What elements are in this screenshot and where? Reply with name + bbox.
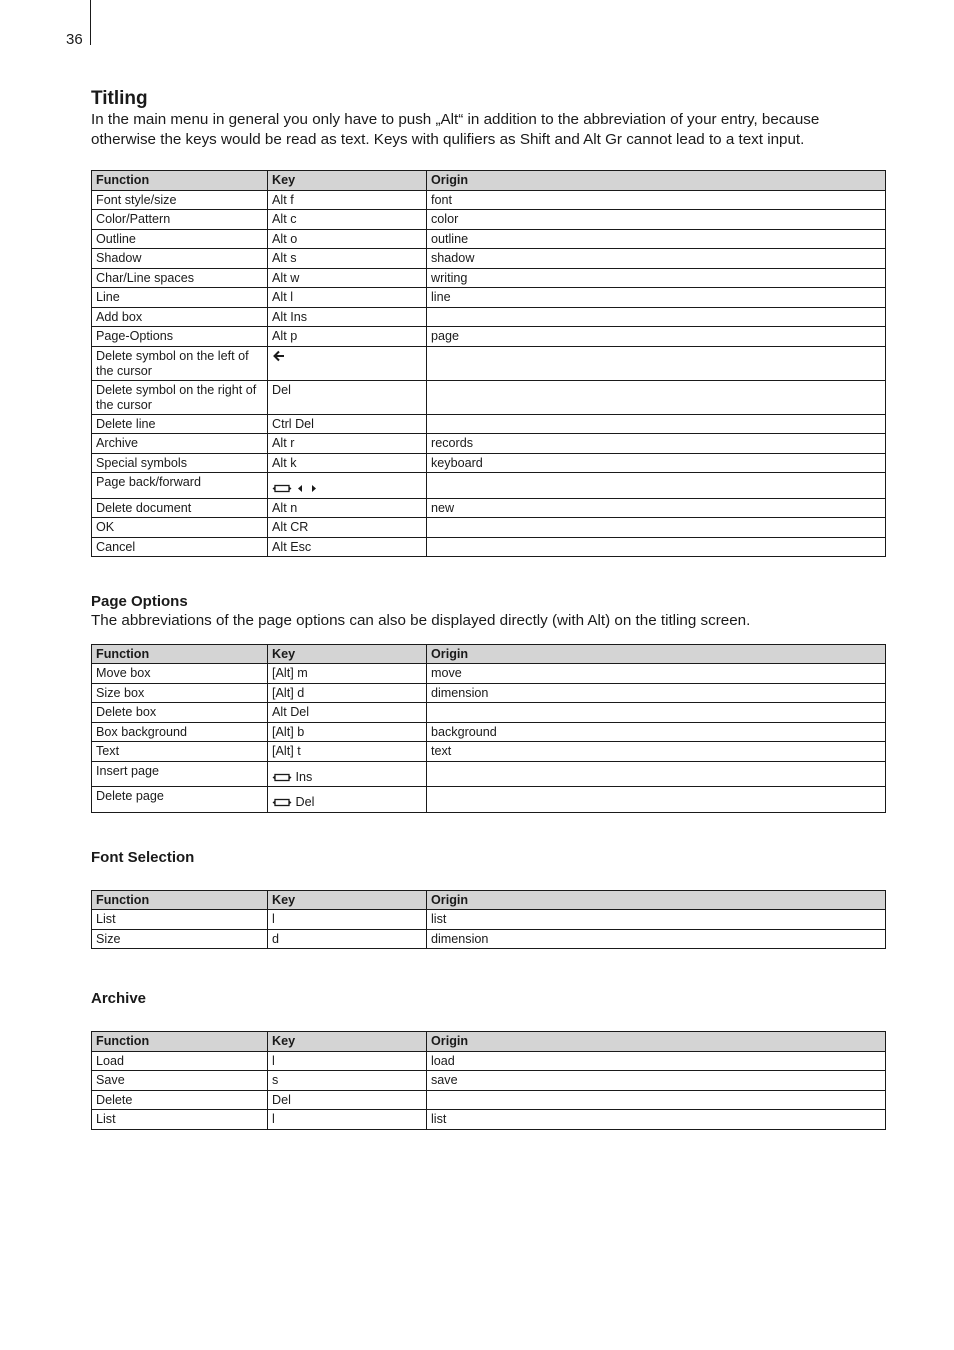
function-cell: Delete <box>92 1090 268 1110</box>
table-row <box>92 307 886 327</box>
table-row <box>92 498 886 518</box>
function-cell: Size box <box>92 683 268 703</box>
font-selection-title: Font Selection <box>91 848 195 866</box>
origin-cell: shadow <box>427 249 886 269</box>
key-cell: [Alt] d <box>268 683 427 703</box>
function-cell: Insert page <box>92 761 268 787</box>
function-cell: Line <box>92 288 268 308</box>
header-rule <box>90 0 91 45</box>
origin-cell <box>427 1090 886 1110</box>
key-cell: Alt s <box>268 249 427 269</box>
table-row <box>92 346 886 380</box>
key-cell <box>268 787 427 813</box>
function-cell: Save <box>92 1071 268 1091</box>
origin-cell: list <box>427 1110 886 1130</box>
function-cell: List <box>92 1110 268 1130</box>
origin-cell <box>427 761 886 787</box>
key-cell: Alt n <box>268 498 427 518</box>
origin-cell: records <box>427 434 886 454</box>
origin-cell: list <box>427 910 886 930</box>
table-header-row <box>92 644 886 664</box>
titling-table <box>91 170 886 557</box>
header-key: Key <box>268 890 427 910</box>
table-row <box>92 1090 886 1110</box>
page-options-table <box>91 644 886 813</box>
table-row <box>92 703 886 723</box>
key-cell: Alt f <box>268 190 427 210</box>
table-row <box>92 249 886 269</box>
table-row <box>92 787 886 813</box>
shift-key-icon <box>272 773 292 782</box>
table-row <box>92 683 886 703</box>
function-cell: Delete symbol on the right of the cursor <box>92 380 268 414</box>
key-cell: d <box>268 929 427 949</box>
function-cell: Cancel <box>92 537 268 557</box>
page-content <box>91 88 886 1130</box>
function-cell: Add box <box>92 307 268 327</box>
header-key: Key <box>268 1032 427 1052</box>
function-cell: List <box>92 910 268 930</box>
key-cell: Alt Del <box>268 703 427 723</box>
origin-cell: keyboard <box>427 453 886 473</box>
origin-cell: move <box>427 664 886 684</box>
function-cell: Font style/size <box>92 190 268 210</box>
origin-cell: save <box>427 1071 886 1091</box>
function-cell: Load <box>92 1051 268 1071</box>
origin-cell <box>427 703 886 723</box>
key-cell: Ctrl Del <box>268 414 427 434</box>
key-cell <box>268 761 427 787</box>
key-cell: l <box>268 1110 427 1130</box>
key-cell: Alt l <box>268 288 427 308</box>
titling-intro: In the main menu in general you only have to push „Alt“ in addition to the abbreviation of your entry, because otherwise the keys would be read as text. Keys with qulifiers as Shift and Alt Gr cannot lead to a text input. <box>91 111 820 148</box>
origin-cell <box>427 473 886 499</box>
table-row <box>92 1071 886 1091</box>
key-cell: Del <box>268 380 427 414</box>
key-cell: Alt Ins <box>268 307 427 327</box>
origin-cell: page <box>427 327 886 347</box>
function-cell: Special symbols <box>92 453 268 473</box>
origin-cell: dimension <box>427 683 886 703</box>
titling-title: Titling <box>91 88 148 109</box>
table-row <box>92 434 886 454</box>
origin-cell: new <box>427 498 886 518</box>
left-right-arrows-icon <box>296 484 318 493</box>
table-header-row <box>92 1032 886 1052</box>
origin-cell: color <box>427 210 886 230</box>
key-cell: Alt c <box>268 210 427 230</box>
function-cell: Box background <box>92 722 268 742</box>
key-cell: [Alt] m <box>268 664 427 684</box>
origin-cell: line <box>427 288 886 308</box>
function-cell: Archive <box>92 434 268 454</box>
origin-cell: writing <box>427 268 886 288</box>
archive-title: Archive <box>91 990 147 1007</box>
origin-cell: text <box>427 742 886 762</box>
origin-cell <box>427 414 886 434</box>
function-cell: Color/Pattern <box>92 210 268 230</box>
function-cell: OK <box>92 518 268 538</box>
key-cell: Alt o <box>268 229 427 249</box>
table-row <box>92 1051 886 1071</box>
origin-cell <box>427 346 886 380</box>
table-row <box>92 327 886 347</box>
page-number: 36 <box>66 31 83 48</box>
function-cell: Outline <box>92 229 268 249</box>
origin-cell: load <box>427 1051 886 1071</box>
table-row <box>92 929 886 949</box>
function-cell: Page back/forward <box>92 473 268 499</box>
table-header-row <box>92 890 886 910</box>
key-cell: Alt CR <box>268 518 427 538</box>
table-row <box>92 453 886 473</box>
key-cell <box>268 473 427 499</box>
function-cell: Delete document <box>92 498 268 518</box>
table-row <box>92 414 886 434</box>
function-cell: Delete box <box>92 703 268 723</box>
key-cell: l <box>268 1051 427 1071</box>
header-origin: Origin <box>427 1032 886 1052</box>
table-header-row <box>92 171 886 191</box>
key-text: Ins <box>295 769 313 784</box>
table-row <box>92 910 886 930</box>
function-cell: Shadow <box>92 249 268 269</box>
header-function: Function <box>92 1032 268 1052</box>
shift-key-icon <box>272 484 292 493</box>
table-row <box>92 473 886 499</box>
table-row <box>92 761 886 787</box>
function-cell: Size <box>92 929 268 949</box>
function-cell: Char/Line spaces <box>92 268 268 288</box>
origin-cell <box>427 307 886 327</box>
table-row <box>92 268 886 288</box>
backspace-arrow-icon <box>272 350 286 362</box>
table-row <box>92 190 886 210</box>
header-function: Function <box>92 890 268 910</box>
table-row <box>92 229 886 249</box>
page-options-intro: The abbreviations of the page options can also be displayed directly (with Alt) on the titling screen. <box>91 612 751 629</box>
table-row <box>92 380 886 414</box>
origin-cell: background <box>427 722 886 742</box>
header-function: Function <box>92 644 268 664</box>
key-cell: Alt w <box>268 268 427 288</box>
function-cell: Page-Options <box>92 327 268 347</box>
table-row <box>92 210 886 230</box>
header-key: Key <box>268 171 427 191</box>
origin-cell <box>427 518 886 538</box>
page-options-title: Page Options <box>91 593 188 610</box>
origin-cell: font <box>427 190 886 210</box>
table-row <box>92 537 886 557</box>
key-cell: Alt r <box>268 434 427 454</box>
table-row <box>92 518 886 538</box>
key-cell: l <box>268 910 427 930</box>
key-text: Del <box>295 795 315 809</box>
function-cell: Delete symbol on the left of the cursor <box>92 346 268 380</box>
shift-key-icon <box>272 798 292 807</box>
header-key: Key <box>268 644 427 664</box>
origin-cell: dimension <box>427 929 886 949</box>
header-origin: Origin <box>427 171 886 191</box>
function-cell: Text <box>92 742 268 762</box>
key-cell: Alt Esc <box>268 537 427 557</box>
origin-cell <box>427 537 886 557</box>
key-cell: Alt k <box>268 453 427 473</box>
key-cell: s <box>268 1071 427 1091</box>
table-row <box>92 1110 886 1130</box>
origin-cell: outline <box>427 229 886 249</box>
table-row <box>92 288 886 308</box>
header-function: Function <box>92 171 268 191</box>
header-origin: Origin <box>427 644 886 664</box>
key-cell: Del <box>268 1090 427 1110</box>
key-cell: Alt p <box>268 327 427 347</box>
table-row <box>92 722 886 742</box>
table-row <box>92 664 886 684</box>
key-cell <box>268 346 427 380</box>
header-origin: Origin <box>427 890 886 910</box>
origin-cell <box>427 380 886 414</box>
origin-cell <box>427 787 886 813</box>
key-cell: [Alt] t <box>268 742 427 762</box>
key-cell: [Alt] b <box>268 722 427 742</box>
function-cell: Delete page <box>92 787 268 813</box>
table-row <box>92 742 886 762</box>
font-selection-table <box>91 890 886 950</box>
function-cell: Delete line <box>92 414 268 434</box>
function-cell: Move box <box>92 664 268 684</box>
archive-table <box>91 1031 886 1130</box>
